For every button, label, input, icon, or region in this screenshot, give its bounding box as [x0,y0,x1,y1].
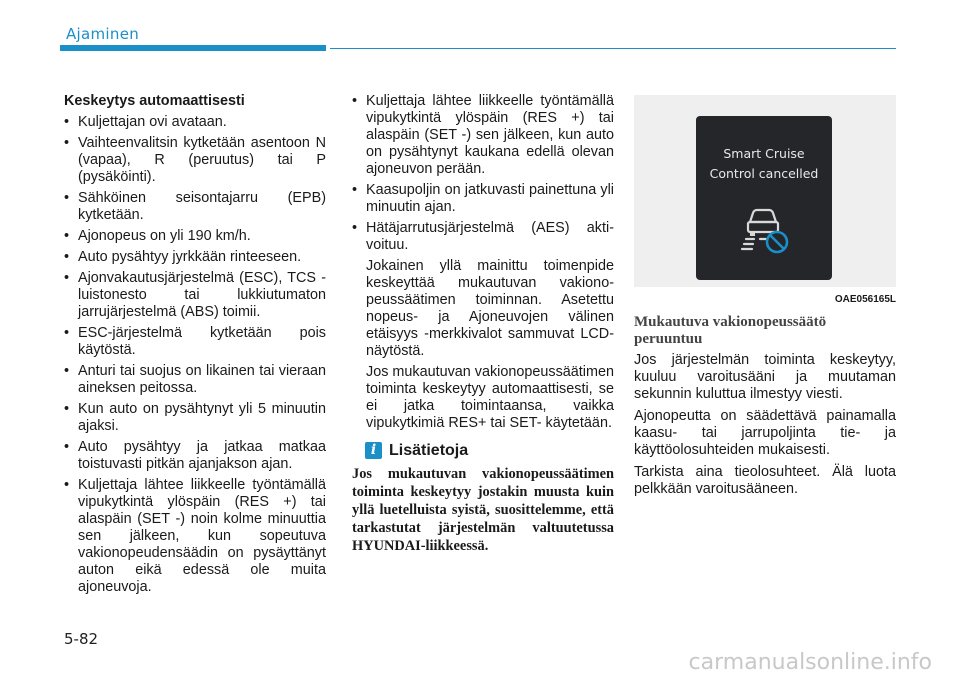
list-item: • Auto pysähtyy jyrkkään rinteeseen. [64,249,326,266]
display-message [696,144,832,184]
list-item: • Ajonopeus on yli 190 km/h. [64,228,326,245]
list-item: • Kuljettaja lähtee liikkeelle työntämällä vipukytkintä ylöspäin (RES +) tai alaspäin (SET -) noin kolme minuuttia sen jälkeen, kun sopeutuva vakionopeudensäädin on pysäyttänyt auton eikä edessä ole muita ajoneuvoja. [64,477,326,596]
list-item: • Kuljettaja lähtee liikkeelle työntämällä vipukytkintä ylöspäin (RES +) tai alaspäin (SET -) sen jälkeen, kun auto on pysähtynyt kaukana edellä olevan ajoneuvon perään. [352,93,614,178]
info-icon: i [365,442,382,459]
info-title: Lisätietoja [389,442,469,459]
figure-code: OAE056165L [834,294,896,305]
list-item: • Auto pysähtyy ja jatkaa matkaa toistuvasti pitkän ajanjakson ajan. [64,439,326,473]
list-item: • Ajonvakautusjärjestelmä (ESC), TCS -luistonesto tai lukkiutumaton jarrujärjestelmä (ABS) toimii. [64,270,326,321]
paragraph: Ajonopeutta on säädettävä painamalla kaasu- tai jarrupoljinta tie- ja käyttöolosuhteiden mukaisesti. [634,408,896,458]
list-item: • ESC-järjestelmä kytketään pois käytöstä. [64,325,326,359]
paragraph: Jokainen yllä mainittu toimenpide keskeyttää mukautuvan vakionopeussäätimen toiminnan. Asetettu nopeus- ja Ajoneuvojen välinen etäisyys -merkkivalot sammuvat LCD-näytöstä. [366,258,614,359]
list-item: • Kun auto on pysähtynyt yli 5 minuutin ajaksi. [64,401,326,435]
column-middle [352,93,614,555]
page-number: 5-82 [64,630,99,648]
paragraph: Tarkista aina tieolosuhteet. Älä luota pelkkään varoitusääneen. [634,464,896,497]
cluster-figure [634,95,896,287]
column-left [64,93,326,600]
paragraph: Jos järjestelmän toiminta keskeytyy, kuuluu varoitusääni ja muutaman sekunnin kuluttua ilmestyy viesti. [634,352,896,402]
list-item: • Anturi tai suojus on likainen tai vieraan aineksen peitossa. [64,363,326,397]
cruise-cancelled-icon [740,202,790,254]
paragraph: Jos mukautuvan vakionopeussäätimen toiminta keskeytyy automaattisesti, se ei jatka toimintaansa, vaikka vipukytkimiä RES+ tai SET- käytetään. [366,364,614,431]
info-text: Jos mukautuvan vakionopeussäätimen toiminta keskeytyy jostakin muusta kuin yllä luetelluista syistä, suosittelemme, että tarkastutat järjestelmän valtuutetussa HYUNDAI-liikkeessä. [352,466,614,554]
cancel-heading: Mukautuva vakionopeussäätö peruuntuu [634,314,827,347]
auto-cancel-list [64,114,326,596]
watermark: carmanualsonline.info [688,650,932,675]
display-line-1: Smart Cruise [723,146,805,161]
list-item: • Kaasupoljin on jatkuvasti painettuna yli minuutin ajan. [352,182,614,216]
header-rule-thin [330,48,896,49]
list-item: • Vaihteenvalitsin kytketään asentoon N (vapaa), R (peruutus) tai P (pysäköinti). [64,135,326,186]
cluster-display [696,116,832,280]
auto-cancel-list-continued [352,93,614,254]
list-item: • Kuljettajan ovi avataan. [64,114,326,131]
display-line-2: Control cancelled [709,166,819,181]
info-heading [352,442,614,459]
section-title: Ajaminen [66,25,140,43]
list-item: • Hätäjarrutusjärjestelmä (AES) aktivoituu. [352,220,614,254]
header-rule-thick [60,45,326,51]
auto-cancel-heading: Keskeytys automaattisesti [64,93,245,109]
list-item: • Sähköinen seisontajarru (EPB) kytketään. [64,190,326,224]
column-right [634,93,896,503]
